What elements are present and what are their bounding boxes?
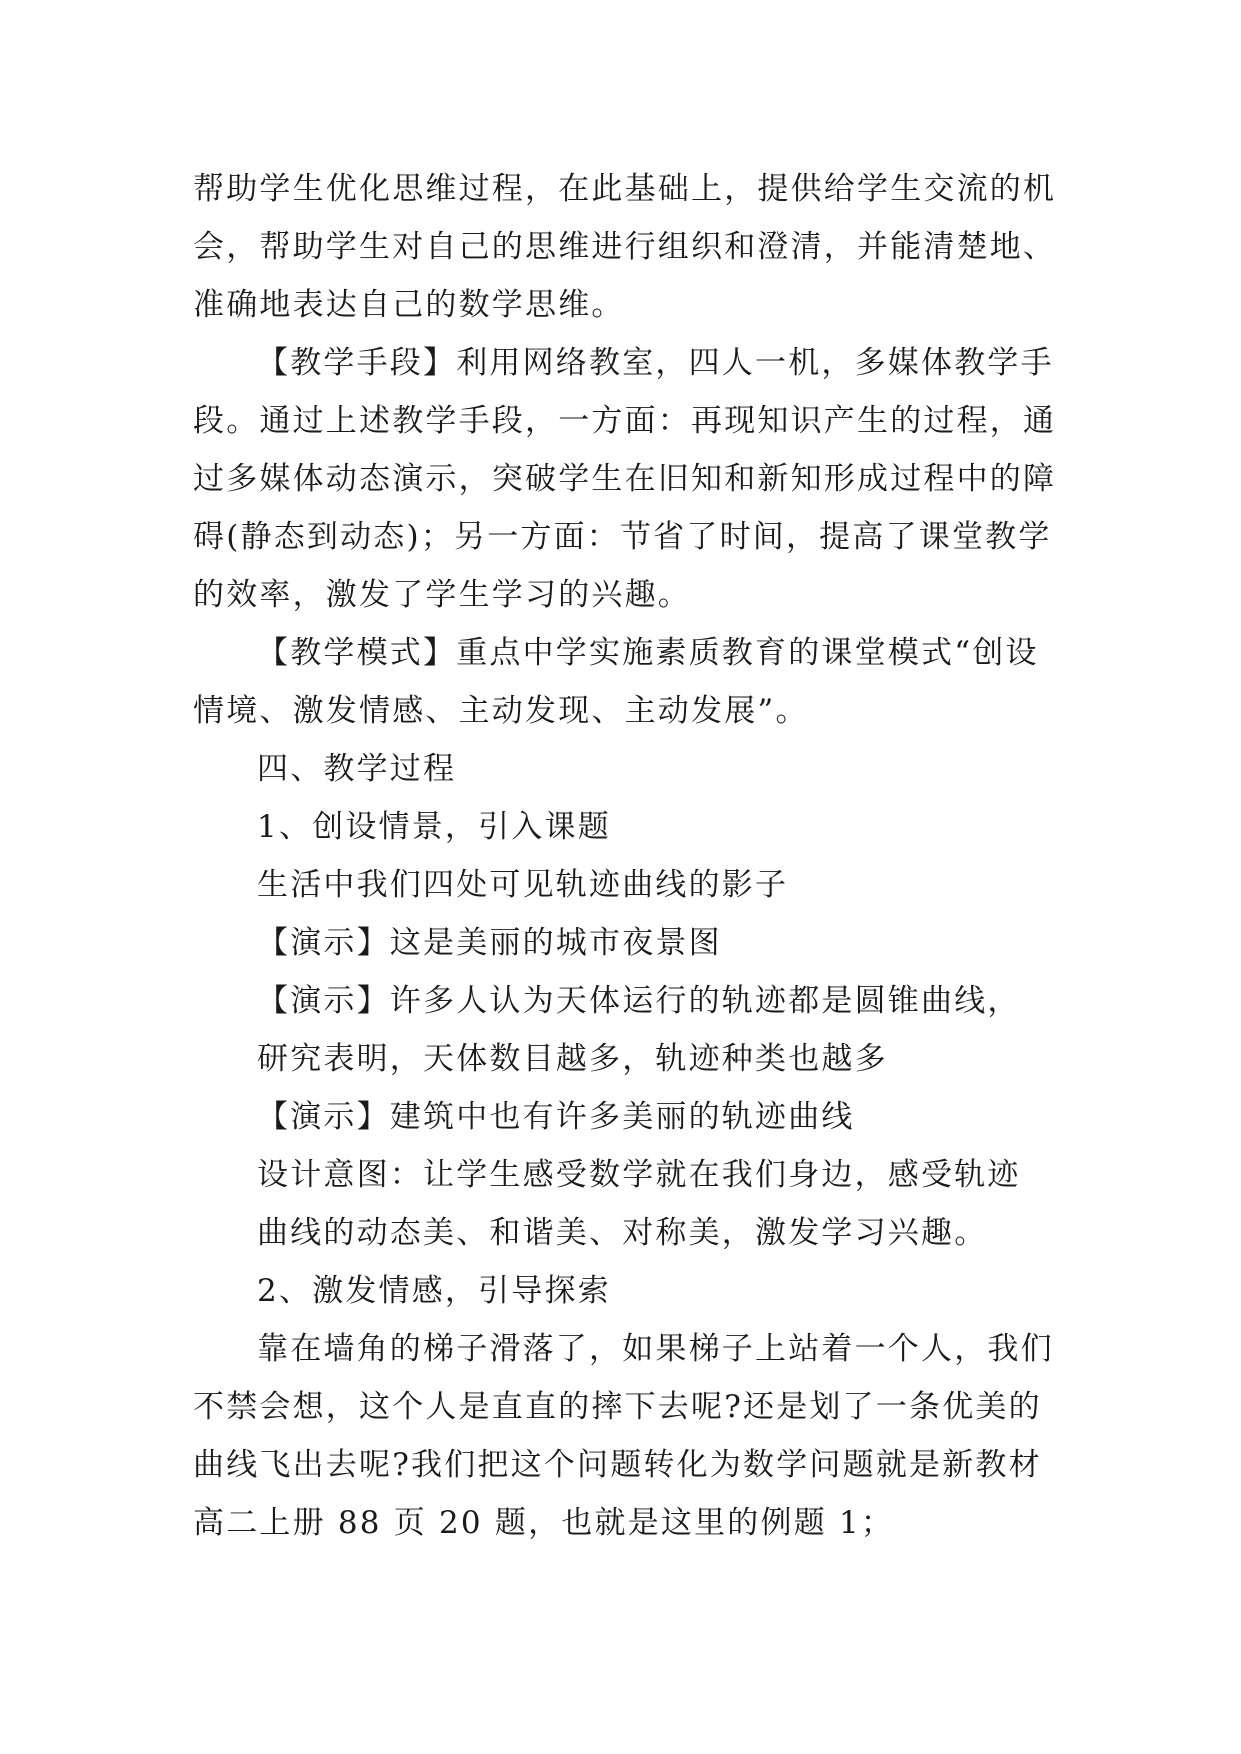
- text-line: 研究表明，天体数目越多，轨迹种类也越多: [257, 1041, 888, 1077]
- text-line: 段。通过上述教学手段，一方面：再现知识产生的过程，通: [193, 403, 1057, 439]
- text-line: 靠在墙角的梯子滑落了，如果梯子上站着一个人，我们: [257, 1331, 1054, 1367]
- text-line: 高二上册 88 页 20 题，也就是这里的例题 1；: [193, 1505, 895, 1541]
- text-line: 【教学模式】重点中学实施素质教育的课堂模式“创设: [257, 635, 1039, 671]
- subsection-heading: 2、激发情感，引导探索: [257, 1273, 611, 1309]
- text-line: 生活中我们四处可见轨迹曲线的影子: [257, 867, 789, 903]
- text-line: 【演示】许多人认为天体运行的轨迹都是圆锥曲线，: [257, 983, 1021, 1019]
- text-line: 帮助学生优化思维过程，在此基础上，提供给学生交流的机: [193, 171, 1057, 207]
- text-line: 情境、激发情感、主动发现、主动发展”。: [193, 693, 809, 729]
- text-line: 设计意图：让学生感受数学就在我们身边，感受轨迹: [257, 1157, 1021, 1193]
- text-line: 过多媒体动态演示，突破学生在旧知和新知形成过程中的障: [193, 461, 1057, 497]
- text-line: 会，帮助学生对自己的思维进行组织和澄清，并能清楚地、: [193, 229, 1057, 265]
- text-line: 【教学手段】利用网络教室，四人一机，多媒体教学手: [257, 345, 1054, 381]
- text-line: 碍(静态到动态)；另一方面：节省了时间，提高了课堂教学: [193, 519, 1052, 555]
- text-line: 的效率，激发了学生学习的兴趣。: [193, 577, 691, 613]
- document-body: [193, 160, 1073, 1552]
- text-line: 不禁会想，这个人是直直的摔下去呢?还是划了一条优美的: [193, 1389, 1042, 1425]
- text-line: 【演示】建筑中也有许多美丽的轨迹曲线: [257, 1099, 855, 1135]
- text-line: 曲线的动态美、和谐美、对称美，激发学习兴趣。: [257, 1215, 988, 1251]
- text-line: 【演示】这是美丽的城市夜景图: [257, 925, 722, 961]
- text-line: 准确地表达自己的数学思维。: [193, 287, 625, 323]
- text-line: 曲线飞出去呢?我们把这个问题转化为数学问题就是新教材: [193, 1447, 1042, 1483]
- section-heading: 四、教学过程: [257, 751, 457, 787]
- subsection-heading: 1、创设情景，引入课题: [257, 809, 611, 845]
